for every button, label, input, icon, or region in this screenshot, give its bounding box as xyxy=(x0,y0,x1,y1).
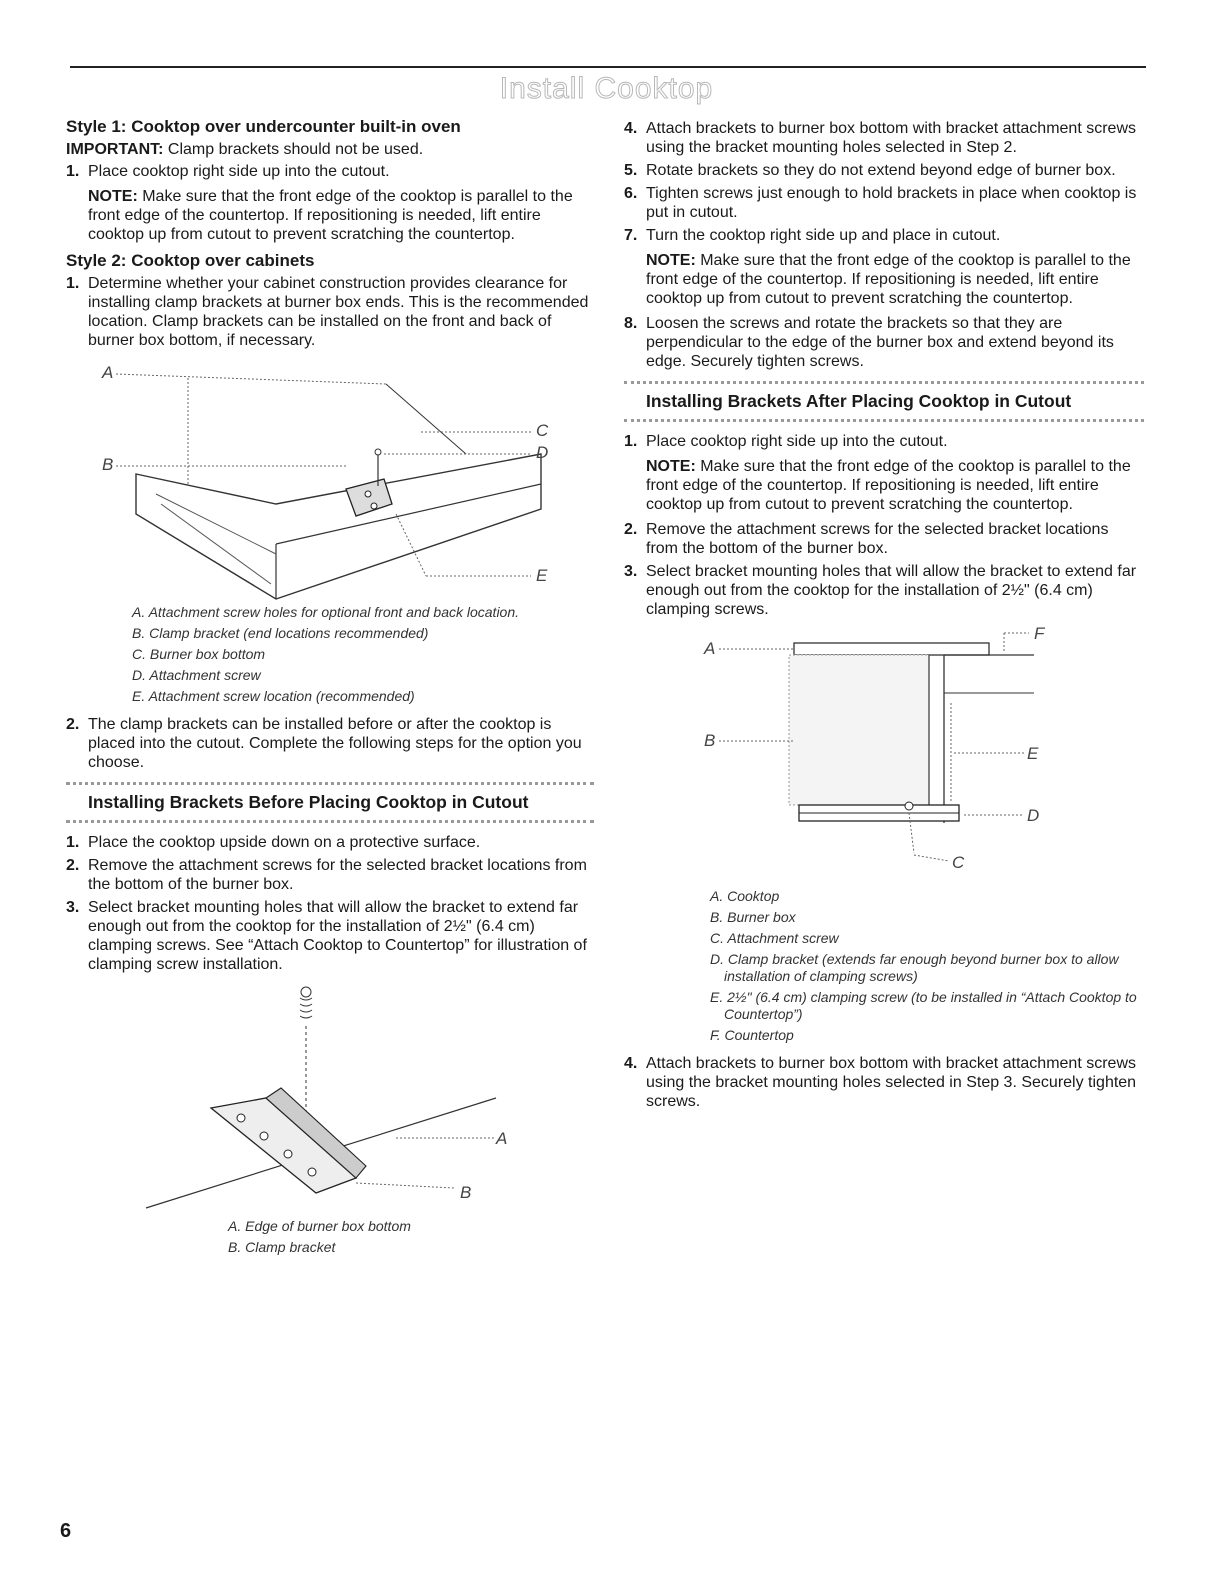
step-number: 1. xyxy=(66,834,80,851)
before-step-3 xyxy=(66,898,594,974)
clamp-bracket-illustration xyxy=(66,978,594,1218)
step-text: Place cooktop right side up into the cutout. xyxy=(646,433,948,450)
caption-d: D. Clamp bracket (extends far enough beyond burner box to allow installation of clamping screws) xyxy=(710,951,1119,984)
caption-b: B. Clamp bracket (end locations recommended) xyxy=(132,625,429,641)
label-b: B xyxy=(102,455,114,474)
style2-step-2 xyxy=(66,715,594,772)
style2-step-1 xyxy=(66,274,594,350)
fig3-caption xyxy=(710,888,1144,1044)
before-step-1 xyxy=(66,833,594,852)
cross-section-figure xyxy=(624,623,1144,888)
leader-e-diag xyxy=(396,514,426,576)
bracket-hole xyxy=(308,1168,316,1176)
caption-a: A. Edge of burner box bottom xyxy=(228,1218,411,1234)
step7-note xyxy=(624,251,1144,308)
burner-box-edge xyxy=(276,484,541,544)
caption-b: B. Burner box xyxy=(710,909,796,925)
label-a: A xyxy=(102,363,114,382)
burner-box-bracket-figure xyxy=(66,354,594,604)
caption-c: C. Burner box bottom xyxy=(132,646,266,662)
step-text: Select bracket mounting holes that will allow the bracket to extend far enough out from the cooktop for the installation of 2½" (6.4 cm) clamping screws. xyxy=(646,563,1137,618)
bracket-hole xyxy=(371,503,377,509)
burner-box-outline xyxy=(136,454,541,599)
step-text: Rotate brackets so they do not extend beyond edge of burner box. xyxy=(646,162,1116,179)
after-step-2 xyxy=(624,520,1144,558)
screw-head xyxy=(375,449,381,455)
after-heading: Installing Brackets After Placing Cooktop in Cutout xyxy=(646,391,1072,411)
before-heading: Installing Brackets Before Placing Cooktop in Cutout xyxy=(88,792,529,812)
step-text: The clamp brackets can be installed before or after the cooktop is placed into the cutout. Complete the following steps for the option you choose. xyxy=(88,716,582,771)
step-8 xyxy=(624,314,1144,371)
screw-thread xyxy=(300,998,312,1018)
step-text: Select bracket mounting holes that will allow the bracket to extend far enough out from the cooktop for the installation of 2½" (6.4 cm) clamping screws. See “Attach Cooktop to Countertop” for illustration of clamping screw installation. xyxy=(88,899,587,973)
step-text: Attach brackets to burner box bottom with bracket attachment screws using the bracket mounting holes selected in Step 3. Securely tighten screws. xyxy=(646,1055,1137,1110)
step-number: 1. xyxy=(66,163,80,180)
burner-box-shape xyxy=(789,655,929,805)
caption-c: C. Attachment screw xyxy=(710,930,839,946)
step-text: Tighten screws just enough to hold brackets in place when cooktop is put in cutout. xyxy=(646,185,1137,221)
caption-a: A. Cooktop xyxy=(710,888,780,904)
step-5 xyxy=(624,161,1144,180)
step-number: 4. xyxy=(624,1055,638,1072)
clamp-bracket-figure xyxy=(66,978,594,1218)
caption-e: E. 2½" (6.4 cm) clamping screw (to be installed in “Attach Cooktop to Countertop”) xyxy=(710,989,1137,1022)
step-number: 1. xyxy=(624,433,638,450)
step-number: 6. xyxy=(624,185,638,202)
style1-heading: Style 1: Cooktop over undercounter built-in oven xyxy=(66,117,461,136)
label-c: C xyxy=(952,853,965,872)
top-rule xyxy=(70,66,1146,68)
note-label: NOTE: xyxy=(646,252,696,269)
bracket-hole xyxy=(365,491,371,497)
caption-e: E. Attachment screw location (recommended) xyxy=(132,688,415,704)
before-step-2 xyxy=(66,856,594,894)
fig2-caption xyxy=(228,1218,594,1256)
label-b: B xyxy=(460,1183,472,1202)
page-title: Install Cooktop xyxy=(499,72,714,105)
burner-box-bevel xyxy=(156,494,276,554)
bracket-hole xyxy=(260,1132,268,1140)
cross-section-illustration xyxy=(624,623,1144,888)
caption-f: F. Countertop xyxy=(710,1027,794,1043)
leader-b xyxy=(356,1183,454,1188)
step-text: Determine whether your cabinet construction provides clearance for installing clamp brackets at burner box ends. This is the recommended location. Clamp brackets can be installed on the front and back of burner box bottom, if necessary. xyxy=(88,275,589,349)
screw-head xyxy=(301,987,311,997)
label-d: D xyxy=(1027,806,1040,825)
caption-b: B. Clamp bracket xyxy=(228,1239,336,1255)
leader-a xyxy=(116,374,386,384)
label-b: B xyxy=(704,731,716,750)
step-number: 5. xyxy=(624,162,638,179)
label-e: E xyxy=(536,566,548,585)
label-a: A xyxy=(704,639,716,658)
after-step-4 xyxy=(624,1054,1144,1111)
burner-box-bevel xyxy=(161,504,271,584)
note-label: NOTE: xyxy=(88,188,138,205)
after-step-1 xyxy=(624,432,1144,451)
note-text: Make sure that the front edge of the cooktop is parallel to the front edge of the countertop. If repositioning is needed, lift entire cooktop up from cutout to prevent scratching the countertop. xyxy=(88,188,573,243)
note-text: Make sure that the front edge of the cooktop is parallel to the front edge of the countertop. If repositioning is needed, lift entire cooktop up from cutout to prevent scratching the countertop. xyxy=(646,458,1131,513)
step-7 xyxy=(624,226,1144,245)
step-number: 7. xyxy=(624,227,638,244)
step-number: 8. xyxy=(624,315,638,332)
step-number: 2. xyxy=(66,857,80,874)
right-column xyxy=(624,116,1144,1115)
step-text: Loosen the screws and rotate the brackets so that they are perpendicular to the edge of the burner box and extend beyond its edge. Securely tighten screws. xyxy=(646,315,1114,370)
note-text: Make sure that the front edge of the cooktop is parallel to the front edge of the countertop. If repositioning is needed, lift entire cooktop up from cutout to prevent scratching the countertop. xyxy=(646,252,1131,307)
style1-step-1 xyxy=(66,162,594,181)
left-column xyxy=(66,116,594,1260)
step-number: 2. xyxy=(66,716,80,733)
after-banner xyxy=(624,381,1144,422)
important-text: Clamp brackets should not be used. xyxy=(163,141,424,158)
caption-d: D. Attachment screw xyxy=(132,667,261,683)
step-text: Turn the cooktop right side up and place in cutout. xyxy=(646,227,1001,244)
step-text: Place cooktop right side up into the cutout. xyxy=(88,163,390,180)
important-note xyxy=(66,140,594,159)
note-label: NOTE: xyxy=(646,458,696,475)
before-banner xyxy=(66,782,594,823)
step-number: 1. xyxy=(66,275,80,292)
important-label: IMPORTANT: xyxy=(66,141,164,158)
step-text: Attach brackets to burner box bottom with bracket attachment screws using the bracket mounting holes selected in Step 2. xyxy=(646,120,1136,156)
label-e: E xyxy=(1027,744,1039,763)
bracket-hole xyxy=(237,1114,245,1122)
label-c: C xyxy=(536,421,549,440)
after-step-3 xyxy=(624,562,1144,619)
label-a: A xyxy=(496,1129,508,1148)
step-number: 4. xyxy=(624,120,638,137)
step-number: 2. xyxy=(624,521,638,538)
bracket-hole xyxy=(284,1150,292,1158)
step-text: Remove the attachment screws for the selected bracket locations from the bottom of the burner box. xyxy=(646,521,1109,557)
step-text: Place the cooktop upside down on a protective surface. xyxy=(88,834,481,851)
label-d: D xyxy=(536,443,549,462)
clamp-bracket-shape xyxy=(346,479,392,516)
after-note xyxy=(624,457,1144,514)
cooktop-plate xyxy=(794,643,989,655)
page-number: 6 xyxy=(60,1520,72,1542)
caption-a: A. Attachment screw holes for optional front and back location. xyxy=(132,604,520,620)
fig1-caption xyxy=(132,604,594,705)
leader-a-arrow xyxy=(386,384,466,454)
step-number: 3. xyxy=(624,563,638,580)
label-f: F xyxy=(1034,624,1045,643)
style2-heading: Style 2: Cooktop over cabinets xyxy=(66,251,315,270)
burner-box-illustration xyxy=(66,354,594,604)
step-4 xyxy=(624,119,1144,157)
style1-note xyxy=(66,187,594,244)
attachment-screw-head xyxy=(905,802,913,810)
step-number: 3. xyxy=(66,899,80,916)
step-text: Remove the attachment screws for the selected bracket locations from the bottom of the burner box. xyxy=(88,857,587,893)
step-6 xyxy=(624,184,1144,222)
leader-c xyxy=(914,855,949,861)
